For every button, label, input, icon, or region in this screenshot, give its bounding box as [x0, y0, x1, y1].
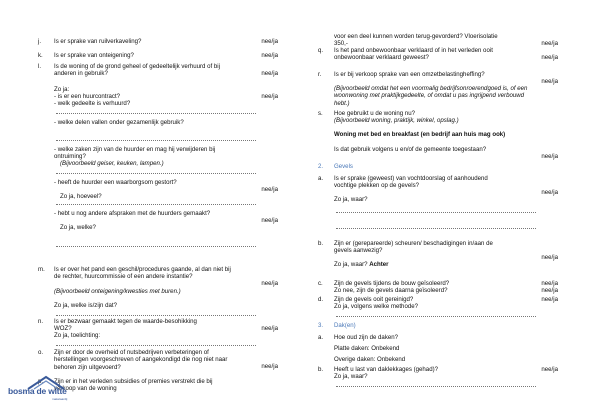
answer-line[interactable] — [336, 316, 536, 317]
question-text: Zijn er door de overheid of nutsbedrijven verbeteringen of herstellingen voorgeschreven of aangekondigd die nog niet naar behoren zijn uitgevoerd? — [54, 349, 228, 371]
answer-line[interactable] — [336, 228, 536, 229]
answer-line[interactable] — [56, 204, 256, 205]
question-text: Is er bij verkoop sprake van een omzetbelastingheffing? — [334, 71, 485, 78]
question-letter: d. — [318, 296, 324, 303]
answer-choice[interactable]: nee/ja — [261, 325, 278, 332]
answer-choice[interactable]: nee/ja — [261, 280, 278, 287]
answer-line[interactable] — [336, 386, 536, 387]
answer-choice[interactable]: nee/ja — [261, 70, 278, 77]
answer-choice[interactable]: nee/ja — [541, 280, 558, 287]
question-text: Is er over het pand een geschil/procedures gaande, al dan niet bij de rechter, huurcommissie of een andere instantie? — [54, 266, 231, 281]
question-text: Is er sprake van onteigening? — [54, 52, 134, 59]
b-answer[interactable]: Achter — [369, 261, 389, 268]
company-logo — [6, 374, 94, 401]
answer-choice[interactable]: nee/ja — [541, 254, 558, 261]
question-text: Zijn de gevels tijdens de bouw geïsoleerd? — [334, 280, 450, 287]
answer-line[interactable] — [56, 140, 256, 141]
answer-line[interactable] — [56, 345, 256, 346]
question-letter: a. — [318, 334, 324, 341]
answer-choice[interactable]: nee/ja — [541, 296, 558, 303]
answer-choice[interactable]: nee/ja — [261, 93, 278, 100]
answer-choice[interactable]: nee/ja — [261, 52, 278, 59]
answer-line[interactable] — [56, 113, 256, 114]
question-letter: c. — [318, 280, 323, 287]
logo-tagline: makelaardij — [52, 397, 68, 401]
answer-choice[interactable]: nee/ja — [261, 186, 278, 193]
question-letter: n. — [38, 318, 44, 325]
answer-choice[interactable]: nee/ja — [261, 217, 278, 224]
question-text: Hoe gebruikt u de woning nu? — [334, 110, 415, 117]
question-text: Zijn er in het verleden subsidies of premies verstrekt die bij verkoop van de woning — [54, 378, 213, 393]
question-text: Is er sprake (geweest) van vochtdoorslag of aanhoudend vochtige plekken op de gevels? — [334, 175, 488, 190]
question-text: Is er sprake van ruilverkaveling? — [54, 38, 142, 45]
answer-line[interactable] — [56, 315, 256, 316]
question-text: Is er bezwaar gemaakt tegen de waarde-besohikking WOZ? — [54, 318, 197, 333]
question-letter: l. — [38, 63, 42, 70]
answer-choice[interactable]: nee/ja — [541, 287, 558, 294]
answer-choice[interactable]: nee/ja — [541, 78, 558, 85]
answer-choice[interactable]: nee/ja — [541, 54, 558, 61]
question-letter: b. — [318, 366, 324, 373]
question-letter: m. — [38, 266, 45, 273]
question-text: Zijn de gevels ooit gereinigd? — [334, 296, 414, 303]
answer-choice[interactable]: nee/ja — [541, 189, 558, 196]
question-letter: r. — [318, 71, 322, 78]
question-letter: s. — [318, 110, 323, 117]
question-letter: k. — [38, 52, 43, 59]
question-letter: p. — [38, 378, 44, 385]
question-text: Is het pand onbewoonbaar verklaard of in het verleden ooit onbewoonbaar verklaard geweest? — [334, 47, 493, 62]
question-letter: o. — [38, 349, 44, 356]
question-letter: b. — [318, 240, 324, 247]
answer-line[interactable] — [336, 212, 536, 213]
question-text: Zijn er (gerepareerde) scheuren/ beschadigingen in/aan de gevels aanwezig? — [334, 240, 493, 255]
question-letter: a. — [318, 175, 324, 182]
answer-choice[interactable]: nee/ja — [541, 153, 558, 160]
question-letter: j. — [38, 38, 42, 45]
answer-line[interactable] — [56, 246, 256, 247]
question-text: Is de woning of de grond geheel of gedeeltelijk verhuurd of bij anderen in gebruik? — [54, 63, 220, 78]
question-text: Heeft u last van daklekkages (gehad)? — [334, 366, 438, 373]
answer-line[interactable] — [56, 173, 256, 174]
answer-choice[interactable]: nee/ja — [541, 40, 558, 47]
question-text: Hoe oud zijn de daken? — [334, 334, 399, 341]
logo-name: bosma de witte — [8, 386, 67, 396]
answer-choice[interactable]: nee/ja — [541, 366, 558, 373]
answer-choice[interactable]: nee/ja — [261, 363, 278, 370]
question-letter: q. — [318, 47, 324, 54]
answer-choice[interactable]: nee/ja — [261, 38, 278, 45]
